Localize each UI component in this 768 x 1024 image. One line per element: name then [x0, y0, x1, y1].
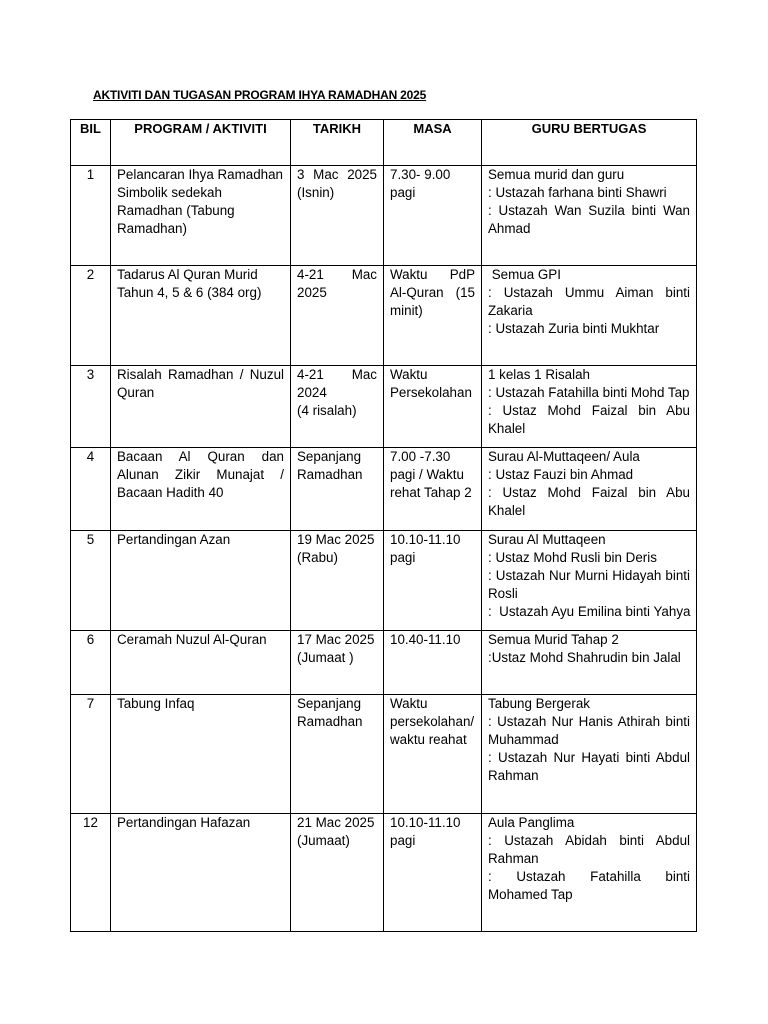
guru-line: : Ustazah Nur Hayati binti Abdul Rahman — [488, 750, 690, 783]
cell-tarikh: 19 Mac 2025 (Rabu) — [291, 531, 384, 631]
guru-line: Semua GPI — [488, 267, 561, 282]
cell-guru — [482, 366, 697, 448]
guru-line: : Ustazah farhana binti Shawri — [488, 185, 667, 200]
guru-line: : Ustazah Fatahilla binti Mohamed Tap — [488, 869, 690, 902]
guru-line: : Ustaz Mohd Faizal bin Abu Khalel — [488, 485, 690, 518]
table-row — [71, 631, 697, 695]
guru-line: : Ustazah Abidah binti Abdul Rahman — [488, 833, 690, 866]
cell-program: Bacaan Al Quran dan Alunan Zikir Munajat / Bacaan Hadith 40 — [111, 448, 291, 531]
cell-tarikh — [291, 366, 384, 448]
cell-masa: Waktu persekolahan/ waktu reahat — [384, 695, 482, 814]
guru-line: Surau Al-Muttaqeen/ Aula — [488, 449, 640, 464]
cell-bil: 4 — [71, 448, 111, 531]
header-guru: GURU BERTUGAS — [482, 120, 697, 166]
program-table — [70, 119, 697, 932]
header-masa: MASA — [384, 120, 482, 166]
guru-line: :Ustaz Mohd Shahrudin bin Jalal — [488, 650, 681, 665]
tarikh-line: (4 risalah) — [297, 403, 357, 418]
cell-guru — [482, 814, 697, 932]
guru-line: 1 kelas 1 Risalah — [488, 367, 590, 382]
header-tarikh: TARIKH — [291, 120, 384, 166]
guru-line: : Ustaz Mohd Faizal bin Abu Khalel — [488, 403, 690, 436]
cell-program: Pelancaran Ihya Ramadhan Simbolik sedekah Ramadhan (Tabung Ramadhan) — [111, 166, 291, 266]
cell-bil: 12 — [71, 814, 111, 932]
table-row — [71, 266, 697, 366]
guru-line: Surau Al Muttaqeen — [488, 532, 606, 547]
cell-program: Pertandingan Hafazan — [111, 814, 291, 932]
guru-line: : Ustazah Zuria binti Mukhtar — [488, 321, 660, 336]
table-row — [71, 366, 697, 448]
cell-program: Tadarus Al Quran Murid Tahun 4, 5 & 6 (384 org) — [111, 266, 291, 366]
table-row — [71, 814, 697, 932]
cell-bil: 5 — [71, 531, 111, 631]
cell-guru — [482, 695, 697, 814]
cell-guru — [482, 448, 697, 531]
tarikh-line: 4-21 Mac 2024 — [297, 367, 377, 400]
guru-line: : Ustazah Ummu Aiman binti Zakaria — [488, 285, 690, 318]
cell-program: Tabung Infaq — [111, 695, 291, 814]
cell-masa: Waktu Persekolahan — [384, 366, 482, 448]
cell-tarikh: Sepanjang Ramadhan — [291, 448, 384, 531]
guru-line: Tabung Bergerak — [488, 696, 590, 711]
guru-line: Aula Panglima — [488, 815, 575, 830]
cell-bil: 7 — [71, 695, 111, 814]
header-program: PROGRAM / AKTIVITI — [111, 120, 291, 166]
table-header-row — [71, 120, 697, 166]
cell-tarikh: Sepanjang Ramadhan — [291, 695, 384, 814]
cell-tarikh: 3 Mac 2025 (Isnin) — [291, 166, 384, 266]
cell-bil: 2 — [71, 266, 111, 366]
cell-guru — [482, 531, 697, 631]
table-row — [71, 531, 697, 631]
cell-tarikh: 17 Mac 2025 (Jumaat ) — [291, 631, 384, 695]
cell-bil: 3 — [71, 366, 111, 448]
cell-program: Risalah Ramadhan / Nuzul Quran — [111, 366, 291, 448]
cell-program: Pertandingan Azan — [111, 531, 291, 631]
guru-line: : Ustazah Nur Murni Hidayah binti Rosli — [488, 568, 690, 601]
cell-program: Ceramah Nuzul Al-Quran — [111, 631, 291, 695]
cell-guru — [482, 266, 697, 366]
document-title: AKTIVITI DAN TUGASAN PROGRAM IHYA RAMADHAN 2025 — [93, 88, 427, 102]
cell-masa: 10.10-11.10 pagi — [384, 531, 482, 631]
cell-guru — [482, 166, 697, 266]
guru-line: Semua murid dan guru — [488, 167, 625, 182]
table-row — [71, 448, 697, 531]
header-bil: BIL — [71, 120, 111, 166]
cell-tarikh: 21 Mac 2025 (Jumaat) — [291, 814, 384, 932]
cell-guru — [482, 631, 697, 695]
table-row — [71, 166, 697, 266]
cell-masa: 7.00 -7.30 pagi / Waktu rehat Tahap 2 — [384, 448, 482, 531]
guru-line: : Ustazah Fatahilla binti Mohd Tap — [488, 385, 690, 400]
cell-masa: 7.30- 9.00 pagi — [384, 166, 482, 266]
guru-line: : Ustazah Ayu Emilina binti Yahya — [488, 604, 691, 619]
guru-line: : Ustazah Nur Hanis Athirah binti Muhammad — [488, 714, 690, 747]
table-row — [71, 695, 697, 814]
cell-tarikh: 4-21 Mac 2025 — [291, 266, 384, 366]
cell-masa: Waktu PdP Al-Quran (15 minit) — [384, 266, 482, 366]
cell-masa: 10.10-11.10 pagi — [384, 814, 482, 932]
guru-line: : Ustaz Fauzi bin Ahmad — [488, 467, 634, 482]
cell-bil: 6 — [71, 631, 111, 695]
cell-masa: 10.40-11.10 — [384, 631, 482, 695]
guru-line: Semua Murid Tahap 2 — [488, 632, 619, 647]
cell-bil: 1 — [71, 166, 111, 266]
guru-line: : Ustaz Mohd Rusli bin Deris — [488, 550, 657, 565]
guru-line: : Ustazah Wan Suzila binti Wan Ahmad — [488, 203, 690, 236]
